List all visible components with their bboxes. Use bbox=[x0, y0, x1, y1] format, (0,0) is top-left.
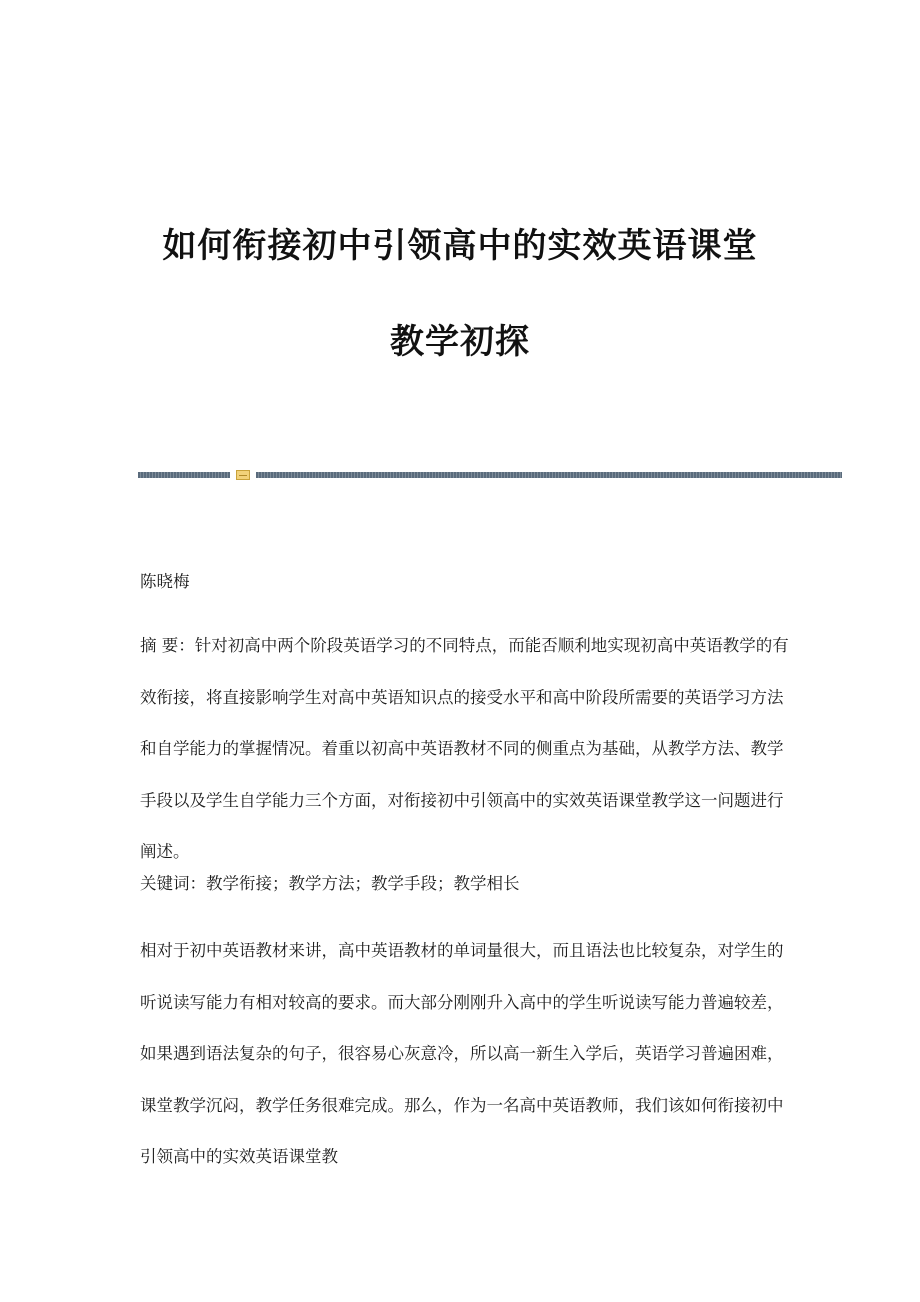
author-name: 陈晓梅 bbox=[140, 572, 190, 591]
abstract bbox=[140, 620, 790, 878]
body-paragraph: 相对于初中英语教材来讲，高中英语教材的单词量很大，而且语法也比较复杂，对学生的听说读写能力有相对较高的要求。而大部分刚刚升入高中的学生听说读写能力普遍较差，如果遇到语法复杂的句子，很容易心灰意冷，所以高一新生入学后，英语学习普遍困难，课堂教学沉闷，教学任务很难完成。那么，作为一名高中英语教师，我们该如何衔接初中引领高中的实效英语课堂教 bbox=[140, 941, 784, 1166]
page-title-line-2: 教学初探 bbox=[390, 322, 530, 362]
keywords bbox=[140, 870, 790, 894]
decorative-divider bbox=[138, 470, 842, 480]
keywords-text: 教学衔接；教学方法；教学手段；教学相长 bbox=[206, 874, 520, 893]
divider-bar-left bbox=[138, 472, 230, 478]
abstract-text: 针对初高中两个阶段英语学习的不同特点，而能否顺利地实现初高中英语教学的有效衔接，将直接影响学生对高中英语知识点的接受水平和高中阶段所需要的英语学习方法和自学能力的掌握情况。着重以初高中英语教材不同的侧重点为基础，从教学方法、教学手段以及学生自学能力三个方面，对衔接初中引领高中的实效英语课堂教学这一问题进行阐述。 bbox=[140, 636, 789, 861]
divider-bar-right bbox=[256, 472, 842, 478]
page-title-line-1: 如何衔接初中引领高中的实效英语课堂 bbox=[162, 226, 758, 266]
abstract-label: 摘 要： bbox=[140, 636, 195, 655]
keywords-label: 关键词： bbox=[140, 874, 206, 893]
divider-ornament-icon bbox=[236, 470, 250, 480]
